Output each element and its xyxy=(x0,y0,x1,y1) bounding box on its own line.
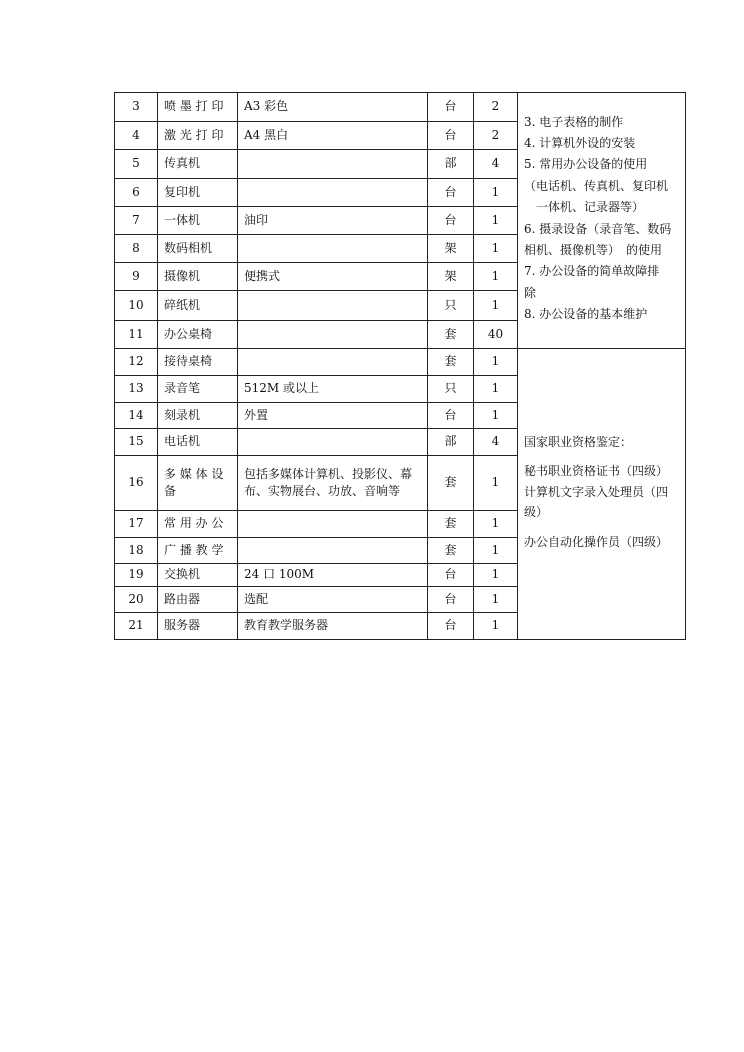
equipment-unit: 套 xyxy=(428,321,474,349)
row-number: 17 xyxy=(115,511,158,538)
equipment-unit: 台 xyxy=(428,207,474,235)
equipment-quantity: 1 xyxy=(474,456,518,511)
equipment-name: 广 播 教 学 xyxy=(158,538,238,564)
equipment-unit: 台 xyxy=(428,93,474,122)
equipment-unit: 台 xyxy=(428,564,474,587)
equipment-name: 办公桌椅 xyxy=(158,321,238,349)
equipment-quantity: 1 xyxy=(474,291,518,321)
equipment-name: 复印机 xyxy=(158,179,238,207)
equipment-unit: 只 xyxy=(428,376,474,403)
equipment-quantity: 1 xyxy=(474,263,518,291)
equipment-unit: 台 xyxy=(428,587,474,613)
equipment-quantity: 1 xyxy=(474,376,518,403)
equipment-spec xyxy=(238,150,428,179)
row-number: 20 xyxy=(115,587,158,613)
note-line: 8. 办公设备的基本维护 xyxy=(524,307,648,322)
note-line: 一体机、记录器等） xyxy=(524,200,645,215)
row-number: 18 xyxy=(115,538,158,564)
equipment-unit: 套 xyxy=(428,511,474,538)
equipment-table xyxy=(114,92,686,640)
equipment-name: 服务器 xyxy=(158,613,238,640)
row-number: 13 xyxy=(115,376,158,403)
equipment-spec: 选配 xyxy=(238,587,428,613)
equipment-quantity: 1 xyxy=(474,349,518,376)
equipment-quantity: 1 xyxy=(474,235,518,263)
equipment-spec: A4 黑白 xyxy=(238,122,428,150)
equipment-unit: 套 xyxy=(428,538,474,564)
note-line: 计算机文字录入处理员（四 xyxy=(524,484,669,499)
equipment-spec: 包括多媒体计算机、投影仪、幕布、实物展台、功放、音响等 xyxy=(238,456,428,511)
row-number: 21 xyxy=(115,613,158,640)
equipment-spec: 512M 或以上 xyxy=(238,376,428,403)
equipment-name: 碎纸机 xyxy=(158,291,238,321)
training-content-notes xyxy=(518,93,686,349)
equipment-unit: 台 xyxy=(428,122,474,150)
note-line: 相机、摄像机等） 的使用 xyxy=(524,242,663,257)
row-number: 4 xyxy=(115,122,158,150)
row-number: 6 xyxy=(115,179,158,207)
note-line: 3. 电子表格的制作 xyxy=(524,114,624,129)
equipment-quantity: 40 xyxy=(474,321,518,349)
note-line: （电话机、传真机、复印机 xyxy=(524,178,669,193)
equipment-name: 刻录机 xyxy=(158,403,238,429)
equipment-name: 路由器 xyxy=(158,587,238,613)
equipment-unit: 套 xyxy=(428,349,474,376)
note-line: 6. 摄录设备（录音笔、数码 xyxy=(524,221,672,236)
table-row xyxy=(115,349,686,376)
row-number: 15 xyxy=(115,429,158,456)
note-line: 办公自动化操作员（四级） xyxy=(524,534,669,549)
equipment-name: 数码相机 xyxy=(158,235,238,263)
row-number: 14 xyxy=(115,403,158,429)
row-number: 10 xyxy=(115,291,158,321)
equipment-spec xyxy=(238,321,428,349)
equipment-spec: 24 口 100M xyxy=(238,564,428,587)
equipment-quantity: 1 xyxy=(474,538,518,564)
row-number: 19 xyxy=(115,564,158,587)
equipment-spec xyxy=(238,179,428,207)
equipment-spec: 教育教学服务器 xyxy=(238,613,428,640)
equipment-unit: 台 xyxy=(428,613,474,640)
equipment-spec: 油印 xyxy=(238,207,428,235)
equipment-name: 交换机 xyxy=(158,564,238,587)
equipment-name: 电话机 xyxy=(158,429,238,456)
equipment-name: 常 用 办 公 xyxy=(158,511,238,538)
row-number: 16 xyxy=(115,456,158,511)
row-number: 3 xyxy=(115,93,158,122)
row-number: 7 xyxy=(115,207,158,235)
equipment-spec xyxy=(238,349,428,376)
equipment-quantity: 1 xyxy=(474,179,518,207)
equipment-name: 传真机 xyxy=(158,150,238,179)
equipment-unit: 套 xyxy=(428,456,474,511)
equipment-spec: 便携式 xyxy=(238,263,428,291)
equipment-unit: 台 xyxy=(428,403,474,429)
note-line: 国家职业资格鉴定： xyxy=(524,435,633,450)
equipment-quantity: 1 xyxy=(474,587,518,613)
row-number: 11 xyxy=(115,321,158,349)
equipment-unit: 架 xyxy=(428,235,474,263)
equipment-spec xyxy=(238,429,428,456)
note-line: 7. 办公设备的简单故障排 xyxy=(524,264,660,279)
equipment-quantity: 1 xyxy=(474,207,518,235)
equipment-name: 一体机 xyxy=(158,207,238,235)
equipment-unit: 台 xyxy=(428,179,474,207)
equipment-name: 激 光 打 印 xyxy=(158,122,238,150)
table-row xyxy=(115,93,686,122)
row-number: 12 xyxy=(115,349,158,376)
row-number: 8 xyxy=(115,235,158,263)
equipment-quantity: 4 xyxy=(474,429,518,456)
row-number: 5 xyxy=(115,150,158,179)
note-line: 4. 计算机外设的安装 xyxy=(524,135,636,150)
table-body xyxy=(115,93,686,640)
note-line: 秘书职业资格证书（四级） xyxy=(524,464,669,479)
equipment-name: 接待桌椅 xyxy=(158,349,238,376)
equipment-quantity: 1 xyxy=(474,511,518,538)
equipment-name: 摄像机 xyxy=(158,263,238,291)
equipment-name: 喷 墨 打 印 xyxy=(158,93,238,122)
equipment-unit: 架 xyxy=(428,263,474,291)
equipment-quantity: 1 xyxy=(474,564,518,587)
note-line: 5. 常用办公设备的使用 xyxy=(524,157,648,172)
equipment-quantity: 2 xyxy=(474,122,518,150)
equipment-quantity: 1 xyxy=(474,403,518,429)
equipment-quantity: 1 xyxy=(474,613,518,640)
note-line: 级） xyxy=(524,505,549,520)
equipment-quantity: 2 xyxy=(474,93,518,122)
equipment-spec xyxy=(238,235,428,263)
equipment-name: 多 媒 体 设 备 xyxy=(158,456,238,511)
equipment-spec: A3 彩色 xyxy=(238,93,428,122)
equipment-unit: 部 xyxy=(428,429,474,456)
note-line: 除 xyxy=(524,285,537,300)
equipment-spec: 外置 xyxy=(238,403,428,429)
equipment-unit: 部 xyxy=(428,150,474,179)
equipment-spec xyxy=(238,291,428,321)
equipment-unit: 只 xyxy=(428,291,474,321)
equipment-name: 录音笔 xyxy=(158,376,238,403)
equipment-quantity: 4 xyxy=(474,150,518,179)
qualification-notes xyxy=(518,349,686,640)
equipment-spec xyxy=(238,511,428,538)
row-number: 9 xyxy=(115,263,158,291)
equipment-spec xyxy=(238,538,428,564)
